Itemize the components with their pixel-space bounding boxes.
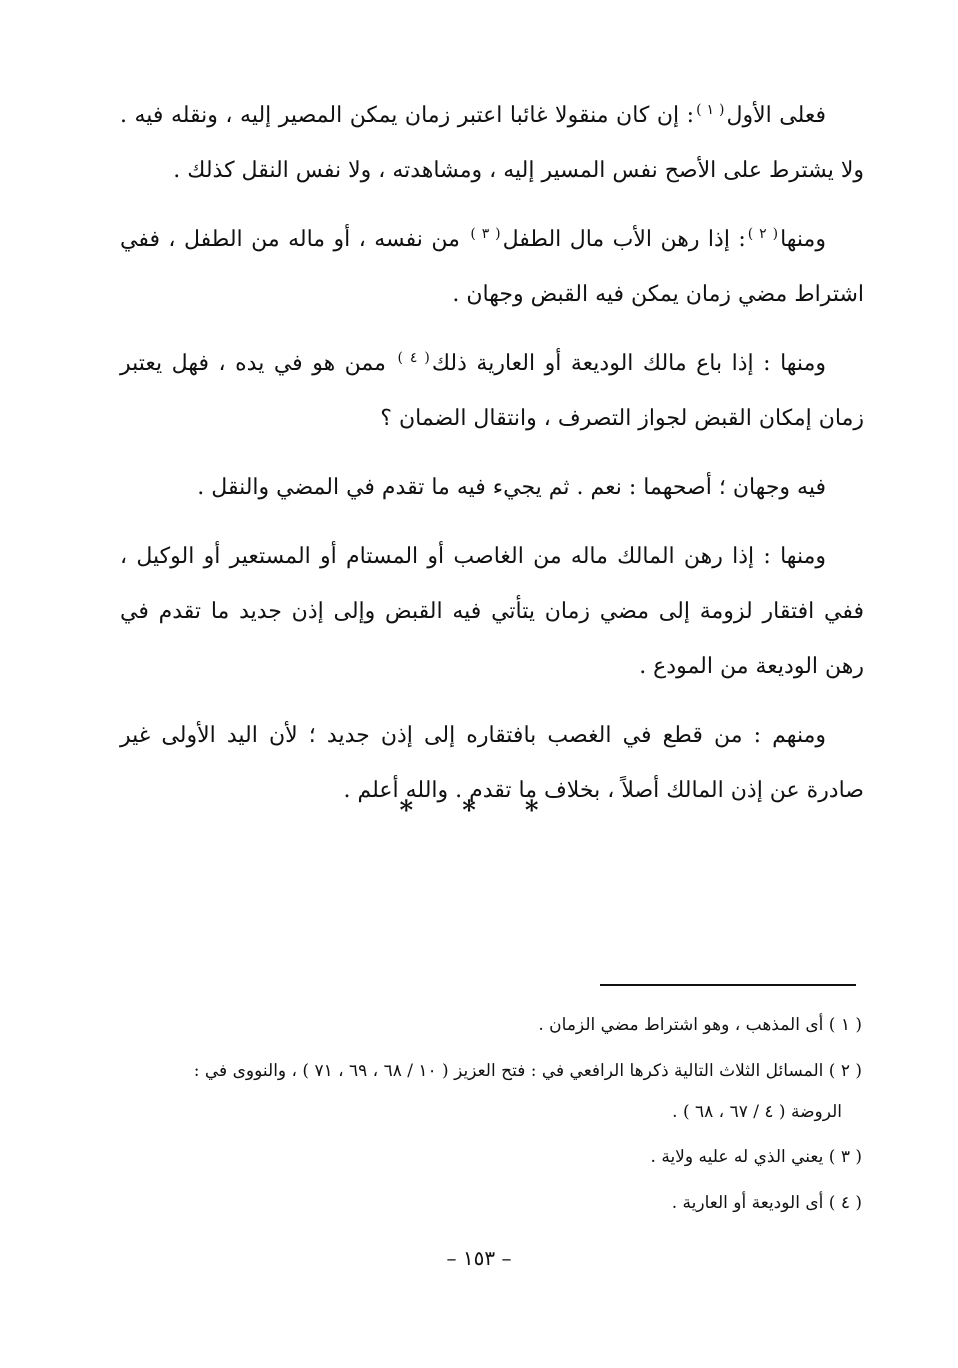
paragraph-2 [120, 212, 864, 322]
paragraph-text: : إن كان منقولا غائبا اعتبر زمان يمكن المصير إليه ، ونقله فيه . ولا يشترط على الأصح نفس المسير إليه ، ومشاهدته ، ولا نفس النقل كذلك . [120, 103, 864, 183]
footnote-ref-2[interactable]: ( ٢ ) [747, 225, 779, 242]
footnote-ref-1[interactable]: ( ١ ) [696, 101, 725, 118]
paragraph-5: ومنها : إذا رهن المالك ماله من الغاصب أو المستام أو المستعير أو الوكيل ، ففي افتقار لزومة إلى مضي زمان يتأتي فيه القبض وإلى إذن جديد ما تقدم في رهن الوديعة من المودع . [120, 544, 864, 679]
paragraph-3 [120, 336, 864, 446]
footnote-continuation: الروضة ( ٤ / ٦٧ ، ٦٨ ) . [672, 1102, 842, 1122]
page-number: – ١٥٣ – [446, 1246, 512, 1270]
paragraph-text: : إذا رهن الأب مال الطفل [502, 227, 746, 252]
paragraph-text: فعلى الأول [726, 103, 826, 128]
footnote-4: ( ٤ ) أى الوديعة أو العارية . [671, 1193, 862, 1213]
footnote-text: ( ٢ ) المسائل الثلاث التالية ذكرها الرافعي في : فتح العزيز ( ١٠ / ٦٨ ، ٦٩ ، ٧١ ) ، والنووى في : [193, 1061, 862, 1081]
footnote-1: ( ١ ) أى المذهب ، وهو اشتراط مضي الزمان . [538, 1015, 862, 1035]
paragraph-4: فيه وجهان ؛ أصحهما : نعم . ثم يجيء فيه ما تقدم في المضي والنقل . [197, 475, 826, 500]
paragraph-text: ممن هو في يده ، فهل يعتبر زمان إمكان القبض لجواز التصرف ، وانتقال الضمان ؟ [120, 351, 864, 431]
paragraph-text: ومنها [780, 227, 826, 252]
paragraph-text: من نفسه ، أو ماله من الطفل ، ففي اشتراط مضي زمان يمكن فيه القبض وجهان . [120, 227, 864, 307]
main-text [120, 88, 864, 818]
paragraph-text: ومنها : إذا باع مالك الوديعة أو العارية ذلك [431, 351, 826, 376]
footnote-2 [108, 1050, 862, 1132]
footnote-3: ( ٣ ) يعني الذي له عليه ولاية . [650, 1147, 862, 1167]
footnotes [108, 1004, 862, 1228]
footnote-ref-3[interactable]: ( ٣ ) [470, 225, 501, 242]
paragraph-1 [120, 88, 864, 198]
footnote-divider [600, 984, 856, 986]
footnote-ref-4[interactable]: ( ٤ ) [397, 349, 430, 366]
section-separator: * * * [399, 796, 559, 826]
paragraph-6: ومنهم : من قطع في الغصب بافتقاره إلى إذن جديد ؛ لأن اليد الأولى غير صادرة عن إذن المالك أصلاً ، بخلاف ما تقدم . والله أعلم . [120, 723, 864, 803]
